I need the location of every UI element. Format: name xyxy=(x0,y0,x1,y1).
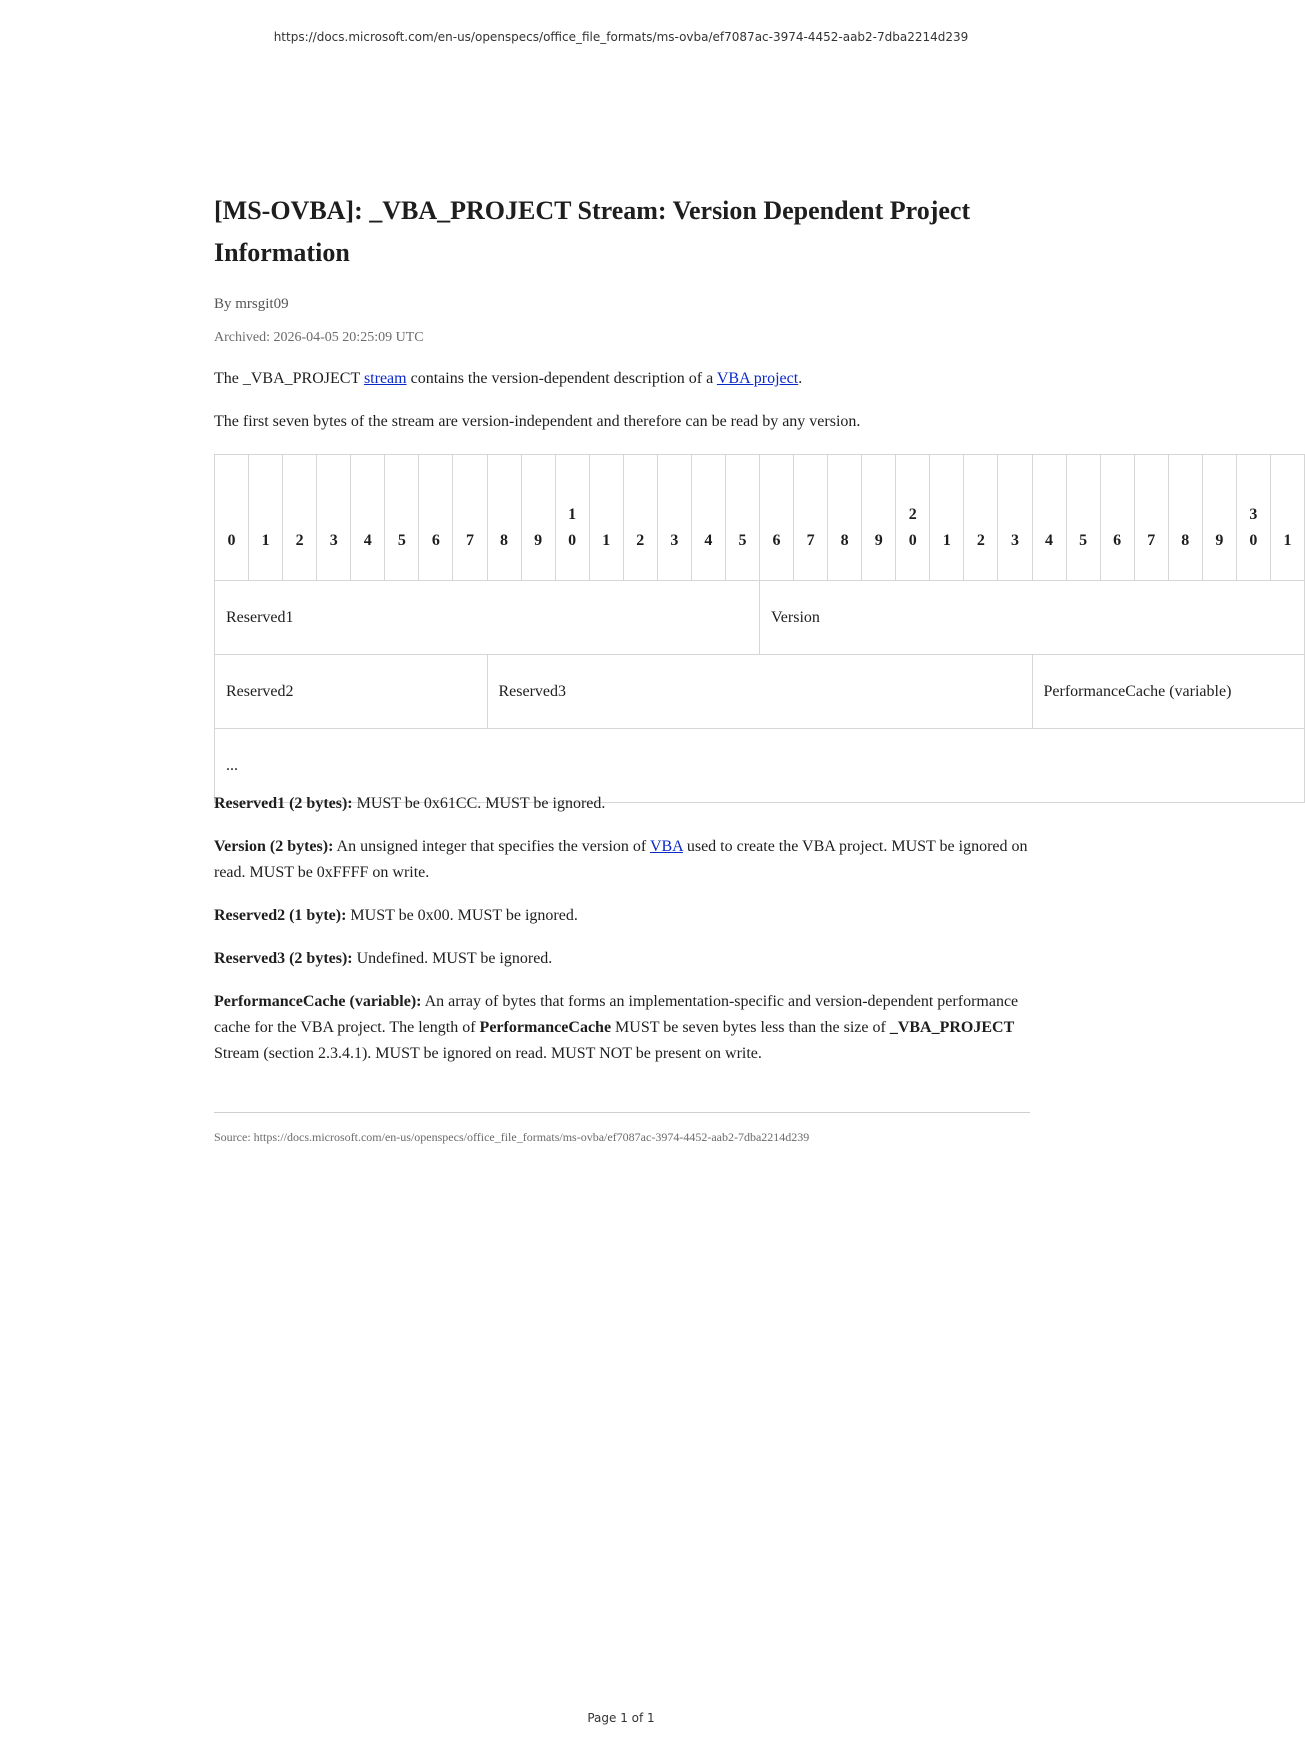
bit-header-cell xyxy=(1202,455,1236,581)
bit-header-cell xyxy=(862,455,896,581)
field-definitions xyxy=(214,791,1034,1084)
bit-header-digit: 1 xyxy=(602,532,611,549)
bit-header-digit: 8 xyxy=(500,532,509,549)
bit-header-digit: 2 xyxy=(976,532,985,549)
article xyxy=(214,190,1034,435)
bit-header-digit: 6 xyxy=(1113,532,1122,549)
bit-header-cell xyxy=(351,455,385,581)
definition-term: Reserved1 (2 bytes): xyxy=(214,795,353,812)
bit-header-digit: 7 xyxy=(1147,532,1156,549)
intro-text-before: The _VBA_PROJECT xyxy=(214,370,364,387)
bit-header-digit: 5 xyxy=(738,532,747,549)
footer-divider xyxy=(214,1112,1030,1113)
field-cell: Version xyxy=(760,581,1305,655)
archived-timestamp: Archived: 2026-04-05 20:25:09 UTC xyxy=(214,330,424,345)
definition-text: Stream (section 2.3.4.1). MUST be ignored on read. MUST NOT be present on write. xyxy=(214,1045,762,1062)
structure-table-container xyxy=(214,454,1292,778)
bit-header-digit: 4 xyxy=(363,532,372,549)
bit-header-cell xyxy=(317,455,351,581)
bit-header-cell xyxy=(487,455,521,581)
field-cell: ... xyxy=(215,729,1305,803)
definition-term: Version (2 bytes): xyxy=(214,838,334,855)
definition-text: used to create the VBA project. MUST be ignored on read. MUST be 0xFFFF on write. xyxy=(214,838,1028,881)
bit-header-cell xyxy=(589,455,623,581)
bit-header-digit: 6 xyxy=(431,532,440,549)
definition-term: Reserved2 (1 byte): xyxy=(214,907,347,924)
bit-header-digit: 6 xyxy=(772,532,781,549)
stream-link[interactable]: stream xyxy=(363,370,407,387)
definition-term: PerformanceCache (variable): xyxy=(214,993,422,1010)
bit-header-digit: 1 xyxy=(1283,532,1292,549)
bit-header-cell xyxy=(828,455,862,581)
field-cell: Reserved1 xyxy=(215,581,760,655)
definition-text: MUST be seven bytes less than the size of xyxy=(611,1019,890,1036)
definition-performance-cache xyxy=(214,989,1034,1067)
page-title: [MS-OVBA]: _VBA_PROJECT Stream: Version Dependent Project Information xyxy=(214,196,971,267)
bit-header-cell xyxy=(691,455,725,581)
bit-header-cell xyxy=(657,455,691,581)
bit-header-row xyxy=(215,455,1305,581)
bit-header-digit: 3 xyxy=(1010,532,1019,549)
definition-reserved3 xyxy=(214,946,1034,972)
bit-header-cell xyxy=(283,455,317,581)
bit-header-cell xyxy=(964,455,998,581)
bit-header-digit: 9 xyxy=(534,532,543,549)
definition-text: MUST be 0x61CC. MUST be ignored. xyxy=(352,795,606,812)
intro-text-middle: contains the version-dependent description of a xyxy=(406,370,717,387)
structure-table xyxy=(214,454,1305,803)
version-independence-paragraph: The first seven bytes of the stream are version-independent and therefore can be read by any version. xyxy=(214,413,861,430)
bit-header-cell xyxy=(896,455,930,581)
bit-header-digit: 8 xyxy=(840,532,849,549)
bit-header-digit: 0 xyxy=(1249,532,1258,549)
bit-header-cell xyxy=(249,455,283,581)
bit-header-digit: 1 xyxy=(942,532,951,549)
bit-header-cell xyxy=(1066,455,1100,581)
byline: By mrsgit09 xyxy=(214,296,289,312)
field-cell: Reserved3 xyxy=(487,655,1032,729)
source-url: Source: https://docs.microsoft.com/en-us/openspecs/office_file_formats/ms-ovba/ef7087ac-3974-4452-aab2-7dba2214d239 xyxy=(214,1130,810,1144)
bit-header-digit: 3 xyxy=(670,532,679,549)
bit-header-digit: 1 xyxy=(568,506,577,523)
bit-header-cell xyxy=(453,455,487,581)
bit-header-cell xyxy=(1032,455,1066,581)
definition-version xyxy=(214,834,1034,886)
definition-term: Reserved3 (2 bytes): xyxy=(214,950,353,967)
definition-text: MUST be 0x00. MUST be ignored. xyxy=(346,907,578,924)
bit-header-digit: 7 xyxy=(806,532,815,549)
field-row xyxy=(215,655,1305,729)
bit-header-digit: 0 xyxy=(568,532,577,549)
bit-header-digit: 2 xyxy=(908,506,917,523)
bit-header-cell xyxy=(385,455,419,581)
definition-reserved2 xyxy=(214,903,1034,929)
bit-header-cell xyxy=(215,455,249,581)
field-row xyxy=(215,581,1305,655)
bit-header-cell xyxy=(760,455,794,581)
bit-header-cell xyxy=(998,455,1032,581)
bit-header-cell xyxy=(930,455,964,581)
bit-header-digit: 2 xyxy=(636,532,645,549)
field-cell: PerformanceCache (variable) xyxy=(1032,655,1305,729)
intro-paragraph xyxy=(214,366,1034,392)
bit-header-digit: 9 xyxy=(874,532,883,549)
definition-text: An unsigned integer that specifies the version of xyxy=(333,838,650,855)
vba-link[interactable]: VBA xyxy=(649,838,683,855)
definition-reserved1 xyxy=(214,791,1034,817)
page-header-url: https://docs.microsoft.com/en-us/openspecs/office_file_formats/ms-ovba/ef7087ac-3974-4452-aab2-7dba2214d239 xyxy=(273,30,969,44)
definition-bold-term: PerformanceCache xyxy=(479,1019,612,1036)
bit-header-cell xyxy=(1134,455,1168,581)
bit-header-digit: 4 xyxy=(1045,532,1054,549)
bit-header-digit: 2 xyxy=(295,532,304,549)
bit-header-digit: 5 xyxy=(397,532,406,549)
bit-header-digit: 3 xyxy=(329,532,338,549)
bit-header-digit: 4 xyxy=(704,532,713,549)
bit-header-cell xyxy=(521,455,555,581)
field-cell: Reserved2 xyxy=(215,655,488,729)
page-number: Page 1 of 1 xyxy=(587,1711,655,1725)
bit-header-cell xyxy=(419,455,453,581)
bit-header-digit: 9 xyxy=(1215,532,1224,549)
definition-text: An array of bytes that forms an implementation-specific and version-dependent performance cache for the VBA project. The length of xyxy=(214,993,1019,1036)
intro-text-after: . xyxy=(798,370,803,387)
bit-header-cell xyxy=(794,455,828,581)
bit-header-digit: 8 xyxy=(1181,532,1190,549)
definition-bold-term: _VBA_PROJECT xyxy=(889,1019,1015,1036)
bit-header-digit: 1 xyxy=(261,532,270,549)
bit-header-digit: 3 xyxy=(1249,506,1258,523)
bit-header-cell xyxy=(1236,455,1270,581)
bit-header-cell xyxy=(1100,455,1134,581)
bit-header-digit: 7 xyxy=(465,532,474,549)
bit-header-cell xyxy=(1168,455,1202,581)
bit-header-cell xyxy=(1270,455,1304,581)
bit-header-cell xyxy=(725,455,759,581)
bit-header-digit: 0 xyxy=(908,532,917,549)
definition-text: Undefined. MUST be ignored. xyxy=(352,950,553,967)
bit-header-cell xyxy=(623,455,657,581)
bit-header-digit: 5 xyxy=(1079,532,1088,549)
bit-header-digit: 0 xyxy=(227,532,236,549)
bit-header-cell xyxy=(555,455,589,581)
vba-project-link[interactable]: VBA project xyxy=(716,370,799,387)
